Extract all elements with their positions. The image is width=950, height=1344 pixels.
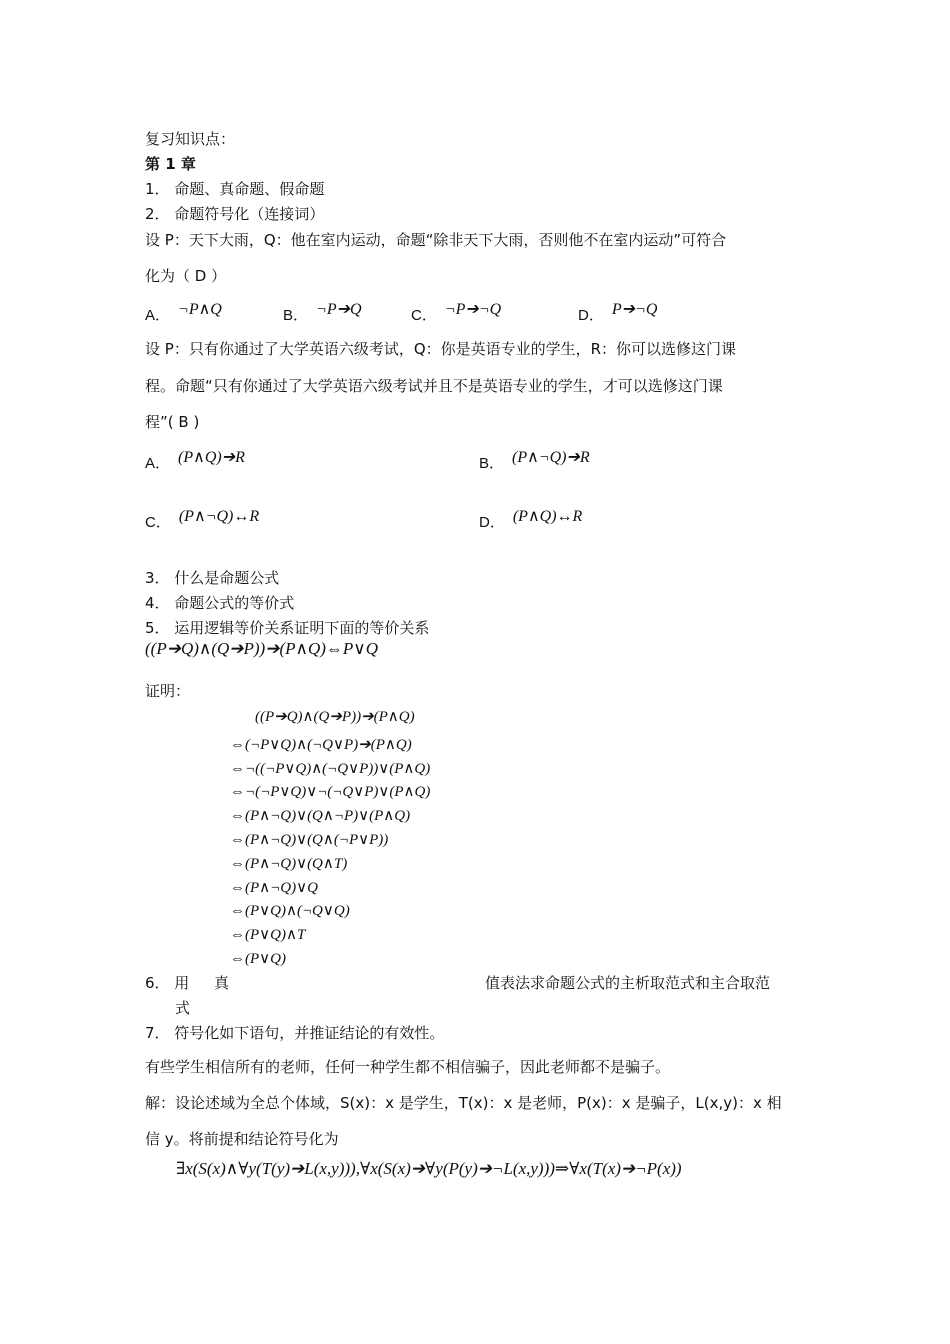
q2-option-d [479,508,583,532]
review-heading: 复习知识点： [145,130,236,148]
proof-step: ⇔(P∧¬Q)∨(Q∧(¬P∨P)) [230,832,389,848]
q2-option-b [479,449,590,473]
q1-option-d [578,301,658,325]
option-expr: (P∧¬Q)➔R [512,449,590,466]
list-item: 1． 命题、真命题、假命题 [145,180,325,198]
list-item-fragment: 式 [175,999,191,1017]
q1-option-a [145,301,222,325]
list-item: 4． 命题公式的等价式 [145,594,295,612]
proof-label: 证明： [145,682,191,700]
list-item: 3． 什么是命题公式 [145,569,280,587]
list-item: 6． 用 [145,974,190,992]
q1-text-line2: 化为（ D ） [145,267,227,285]
proof-step: ⇔¬((¬P∨Q)∧(¬Q∨P))∨(P∧Q) [230,761,431,777]
option-label: D． [578,307,604,324]
q2-text-line3: 程”( B ) [145,413,200,431]
q1-text-line1: 设 P：天下大雨，Q：他在室内运动，命题“除非天下大雨，否则他不在室内运动”可符合 [145,231,727,249]
proof-head: ((P➔Q)∧(Q➔P))➔(P∧Q) [255,709,415,725]
list-item: 5． 运用逻辑等价关系证明下面的等价关系 [145,619,430,637]
option-label: A． [145,307,171,324]
q7-formula: ∃x(S(x)∧∀y(T(y)➔L(x,y))),∀x(S(x)➔∀y(P(y)➔¬L(x,y)))⇒∀x(T(x)➔¬P(x)) [176,1159,682,1178]
option-label: C． [411,307,437,324]
option-expr: ¬P➔¬Q [444,301,502,318]
option-label: D． [479,514,505,531]
option-expr: (P∧¬Q)↔R [178,508,260,525]
list-item: 2． 命题符号化（连接词） [145,205,325,223]
proof-step: ⇔(¬P∨Q)∧(¬Q∨P)➔(P∧Q) [230,737,412,753]
q7-solution-line1: 解：设论述域为全总个体域，S(x)：x 是学生，T(x)：x 是老师，P(x)：x 是骗子，L(x,y)：x 相 [145,1094,782,1112]
option-expr: (P∧Q)➔R [178,449,245,466]
option-label: B． [479,455,505,472]
proof-step: ⇔¬(¬P∨Q)∨¬(¬Q∨P)∨(P∧Q) [230,784,431,800]
proof-step: ⇔(P∧¬Q)∨(Q∧T) [230,856,348,872]
option-expr: (P∧Q)↔R [512,508,583,525]
q2-option-a [145,449,245,473]
q2-text-line2: 程。命题“只有你通过了大学英语六级考试并且不是英语专业的学生，才可以选修这门课 [145,377,723,395]
proof-step: ⇔(P∨Q) [230,951,286,967]
q7-solution-line2: 信 y。将前提和结论符号化为 [145,1130,339,1148]
q5-statement: ((P➔Q)∧(Q➔P))➔(P∧Q)⇔P∨Q [145,639,378,658]
list-item-fragment: 真 [214,974,230,992]
q1-option-b [283,301,362,325]
proof-step: ⇔(P∨Q)∧T [230,927,306,943]
list-item: 7． 符号化如下语句，并推证结论的有效性。 [145,1024,445,1042]
proof-step: ⇔(P∧¬Q)∨Q [230,880,318,896]
option-expr: ¬P➔Q [316,301,362,318]
proof-step: ⇔(P∨Q)∧(¬Q∨Q) [230,903,350,919]
proof-step: ⇔(P∧¬Q)∨(Q∧¬P)∨(P∧Q) [230,808,411,824]
q7-sentence: 有些学生相信所有的老师，任何一种学生都不相信骗子，因此老师都不是骗子。 [145,1058,671,1076]
q2-option-c [145,508,260,532]
q1-option-c [411,301,502,325]
option-expr: ¬P∧Q [178,301,222,318]
option-expr: P➔¬Q [611,301,658,318]
list-item-fragment: 值表法求命题公式的主析取范式和主合取范 [485,974,771,992]
q2-text-line1: 设 P：只有你通过了大学英语六级考试，Q：你是英语专业的学生，R：你可以选修这门课 [145,340,737,358]
option-label: C． [145,514,171,531]
option-label: A． [145,455,171,472]
chapter-heading: 第 1 章 [145,155,196,173]
option-label: B． [283,307,309,324]
